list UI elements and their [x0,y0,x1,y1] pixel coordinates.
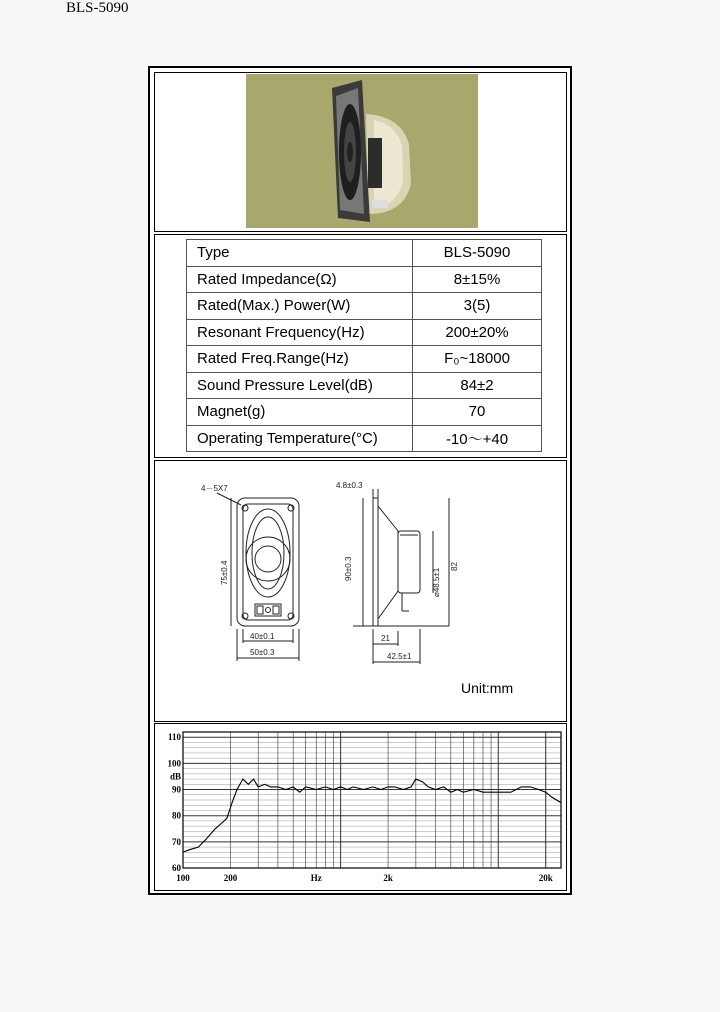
chart-panel [154,723,567,891]
overall-dim-label: 82 [450,562,459,571]
spec-value: 8±15% [413,266,542,293]
magnet-dia-dim-label: ⌀48.5±1 [432,567,441,597]
table-row [187,240,542,267]
frame-thickness-dim-label: 4.8±0.3 [336,481,363,490]
outer-width-dim-label: 50±0.3 [250,648,275,657]
drawing-panel [154,460,567,722]
table-row [187,372,542,399]
spec-label: Rated Impedance(Ω) [187,266,413,293]
speaker-photo [246,74,478,228]
spec-value: 70 [413,399,542,426]
inner-width-dim-label: 40±0.1 [250,632,275,641]
table-row [187,425,542,452]
height-dim-label: 75±0.4 [220,560,229,585]
table-row [187,293,542,320]
datasheet-frame [148,66,572,895]
y-tick-label: 110 [167,732,181,743]
photo-panel [154,72,567,232]
y-unit-label: dB [169,771,181,782]
y-tick-label: 90 [172,784,181,795]
y-tick-label: 80 [172,810,181,821]
spec-label: Sound Pressure Level(dB) [187,372,413,399]
table-row [187,346,542,373]
spec-label: Resonant Frequency(Hz) [187,319,413,346]
table-row [187,319,542,346]
spec-label: Operating Temperature(°C) [187,425,413,452]
spec-value: 84±2 [413,372,542,399]
x-tick-label: Hz [310,873,322,883]
table-row [187,266,542,293]
y-tick-label: 60 [172,863,181,873]
y-tick-label: 70 [172,836,181,847]
holes-dim-label: 4－5X7 [201,484,228,493]
spec-label: Rated Freq.Range(Hz) [187,346,413,373]
x-tick-label: 200 [223,873,238,883]
spec-label: Type [187,240,413,267]
spec-table [186,239,542,452]
speaker-illustration [246,74,478,228]
x-tick-label: 2k [383,873,393,883]
x-tick-label: 100 [176,873,190,883]
side-height-dim-label: 90±0.3 [344,556,353,581]
unit-label: Unit:mm [461,680,514,696]
depth-21-label: 21 [381,634,390,643]
y-tick-label: 100 [167,758,181,769]
spec-value: F₀~18000 [413,346,542,373]
spec-value: -10～+40 [413,425,542,452]
document-title: BLS-5090 [66,0,129,16]
spec-value: 200±20% [413,319,542,346]
table-row [187,399,542,426]
spec-panel [154,234,567,458]
spec-label: Magnet(g) [187,399,413,426]
x-tick-label: 20k [538,873,553,883]
spec-label: Rated(Max.) Power(W) [187,293,413,320]
spec-value: 3(5) [413,293,542,320]
depth-total-label: 42.5±1 [387,652,412,661]
frequency-response-chart [155,724,566,890]
spec-value: BLS-5090 [413,240,542,267]
